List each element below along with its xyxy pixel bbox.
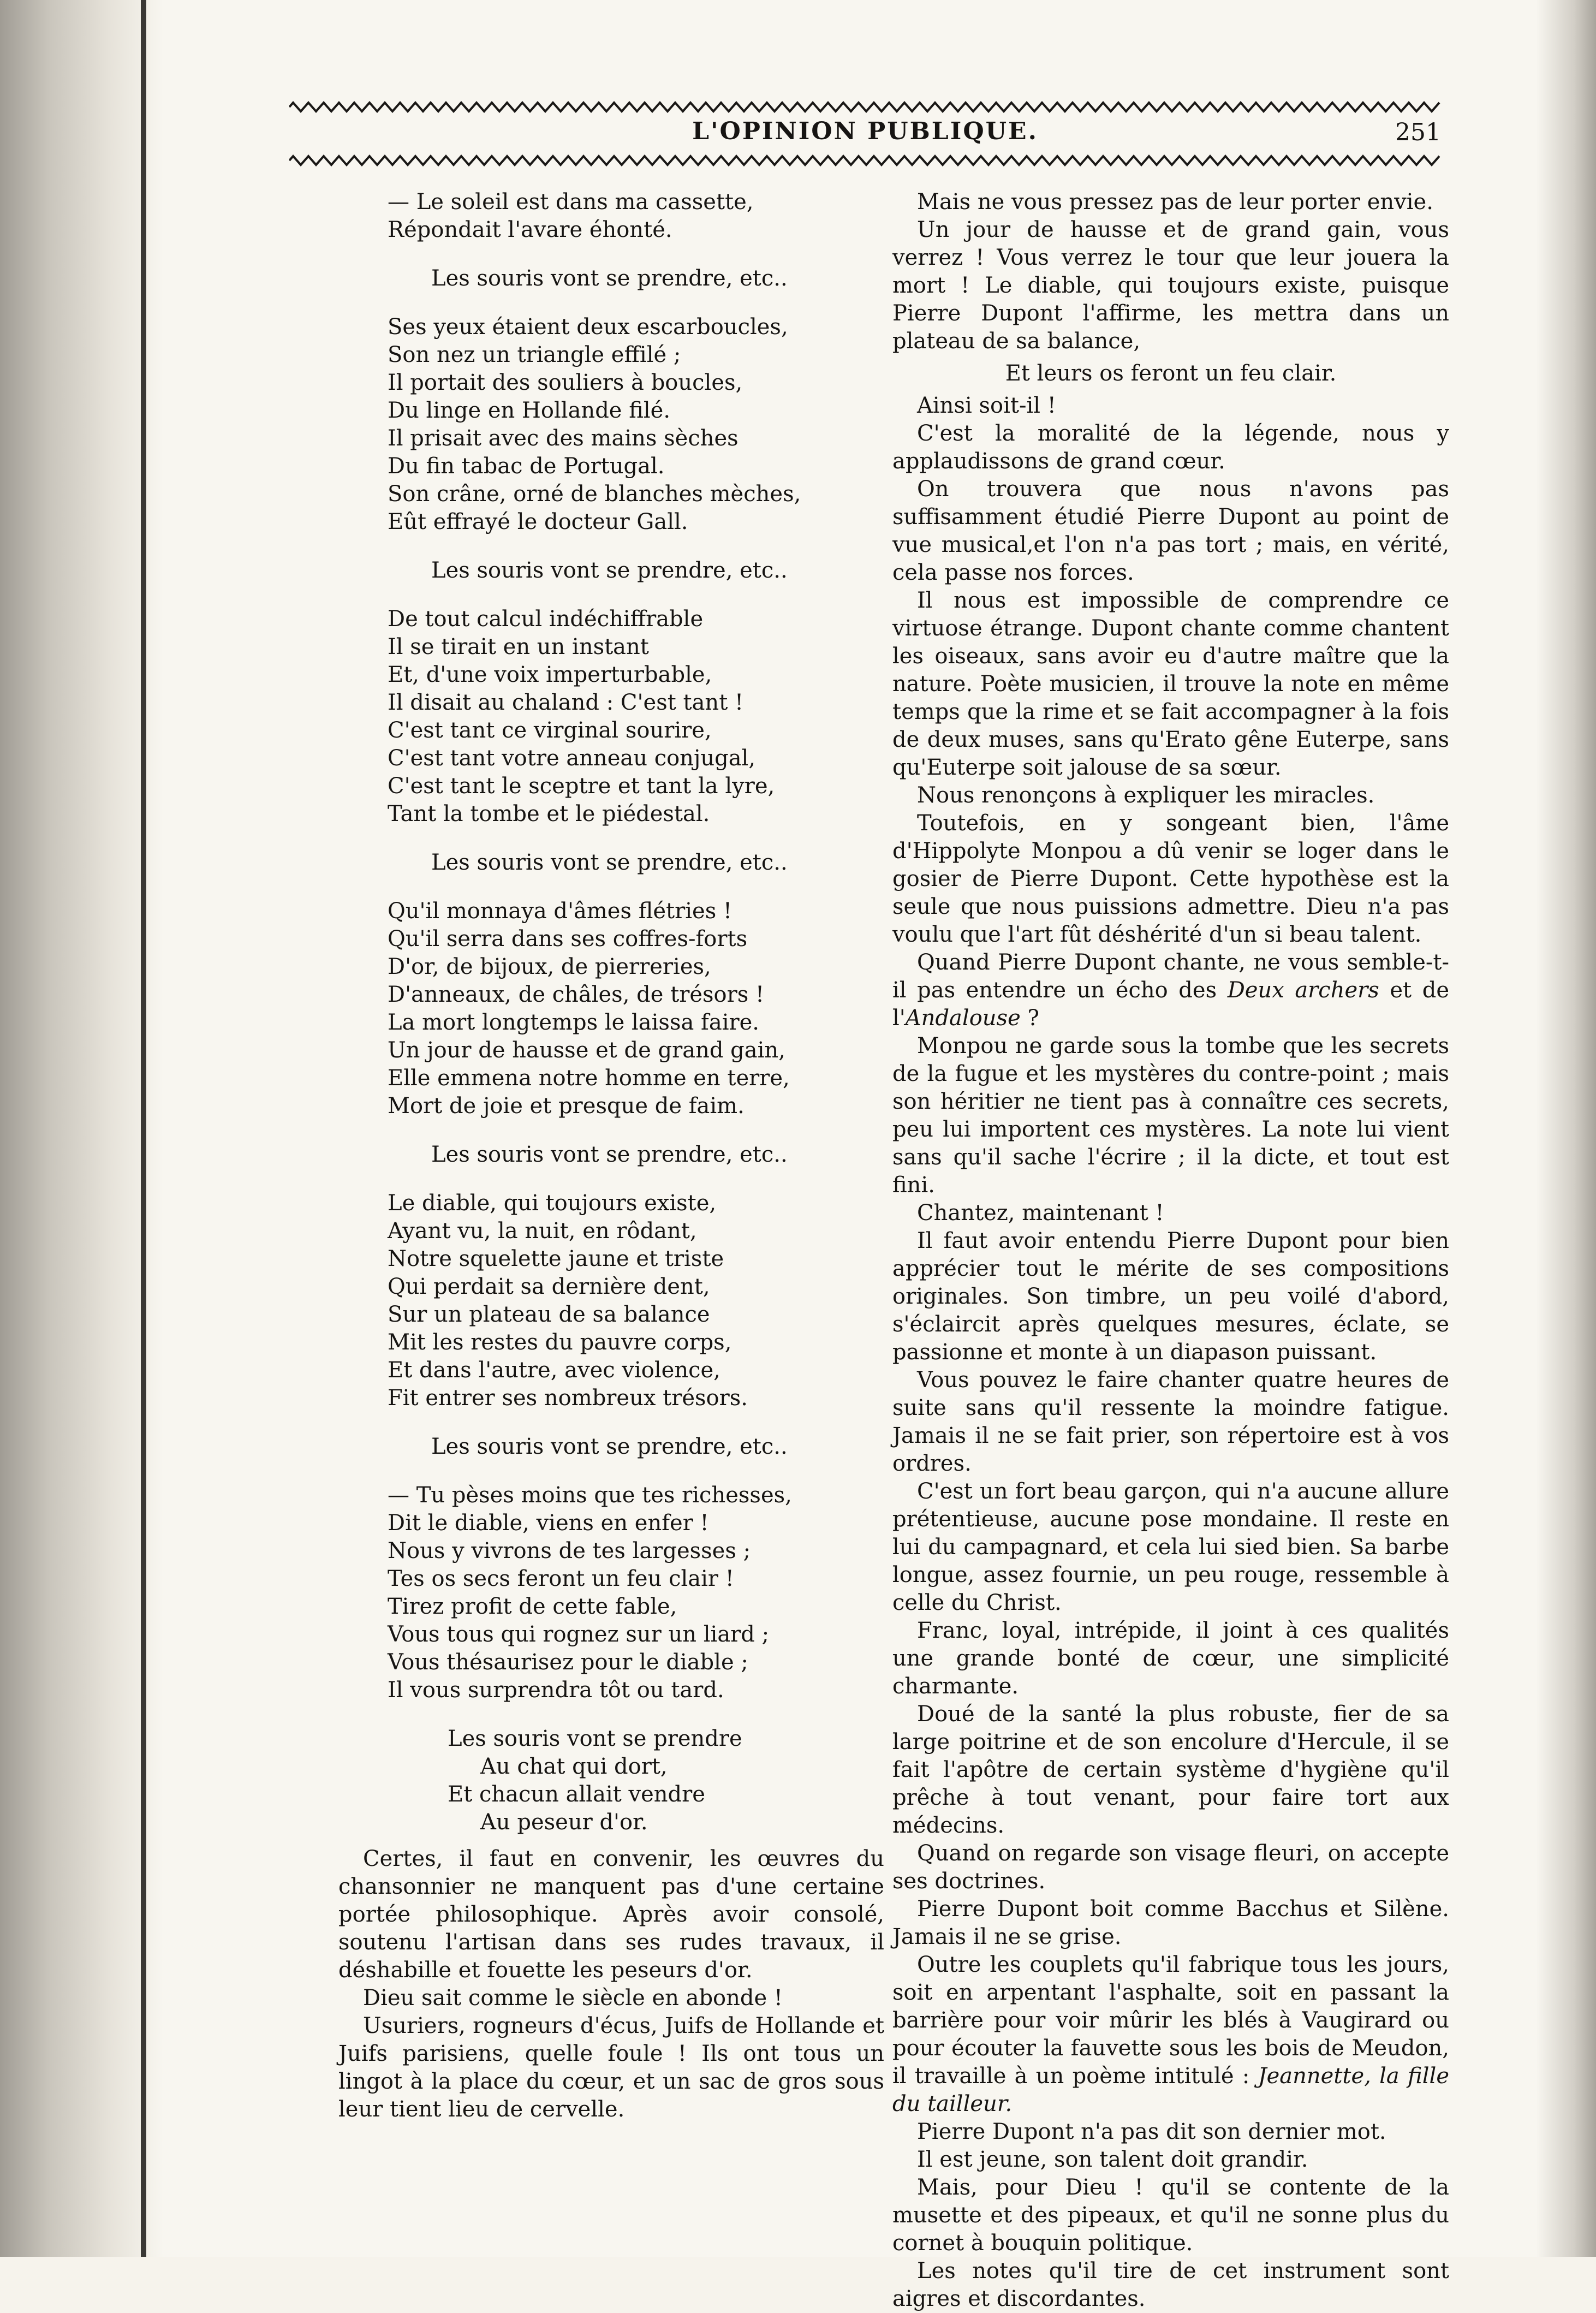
poem-line: Tant la tombe et le piédestal.	[388, 801, 710, 827]
paragraph	[892, 949, 1449, 1032]
paragraph: Il est jeune, son talent doit grandir.	[917, 2147, 1308, 2172]
paragraph: Ainsi soit-il !	[917, 393, 1056, 418]
poem-line: D'or, de bijoux, de pierreries,	[388, 954, 711, 979]
text-run: Quand Pierre Dupont chante, ne vous semble-t-il pas entendre un écho des	[892, 950, 1449, 1003]
poem-line: Tirez profit de cette fable,	[388, 1594, 677, 1619]
right-column	[892, 188, 1449, 2313]
paragraph: Pierre Dupont boit comme Bacchus et Silène. Jamais il ne se grise.	[892, 1896, 1449, 1949]
paragraph: Vous pouvez le faire chanter quatre heures de suite sans qu'il ressente la moindre fatigue. Jamais il ne se fait prier, son répertoire est à vos ordres.	[892, 1367, 1449, 1476]
paragraph: Mais, pour Dieu ! qu'il se contente de la musette et des pipeaux, et qu'il ne sonne plus du cornet à bouquin politique.	[892, 2175, 1449, 2256]
text-run: Outre les couplets qu'il fabrique tous les jours, soit en arpentant l'asphalte, soit en passant la barrière pour voir mûrir les blés à Vaugirard ou pour écouter la fauvette sous les bois de Meudon, il travaille à un poème intitulé :	[892, 1952, 1449, 2089]
poem-line: Nous y vivrons de tes largesses ;	[388, 1538, 751, 1563]
paragraph: Pierre Dupont n'a pas dit son dernier mot.	[917, 2119, 1386, 2144]
poem-stanza	[338, 605, 884, 828]
paragraph: Nous renonçons à expliquer les miracles.	[917, 783, 1375, 808]
paragraph: Un jour de hausse et de grand gain, vous verrez ! Vous verrez le tour que leur jouera la mort ! Le diable, qui toujours existe, puisque Pierre Dupont l'affirme, les mettra dans un plateau de sa balance,	[892, 217, 1449, 354]
poem-line: Qu'il monnaya d'âmes flétries !	[388, 899, 733, 924]
paragraph: Franc, loyal, intrépide, il joint à ces qualités une grande bonté de cœur, une simplicité charmante.	[892, 1618, 1449, 1699]
poem-line: D'anneaux, de châles, de trésors !	[388, 982, 765, 1007]
binding-edge	[141, 0, 146, 2257]
left-column	[338, 188, 884, 2124]
poem-stanza	[338, 1482, 884, 1704]
poem-stanza	[338, 188, 884, 244]
poem-line: De tout calcul indéchiffrable	[388, 607, 704, 632]
poem-line: Notre squelette jaune et triste	[388, 1246, 724, 1271]
poem-stanza	[338, 1190, 884, 1412]
poem-line: Qu'il serra dans ses coffres-forts	[388, 926, 748, 952]
poem-line: Il vous surprendra tôt ou tard.	[388, 1678, 724, 1703]
poem-line: Et dans l'autre, avec violence,	[388, 1358, 720, 1383]
poem-line: Tes os secs feront un feu clair !	[388, 1566, 734, 1591]
ornamental-rule-top	[289, 101, 1441, 113]
poem-line: Vous thésaurisez pour le diable ;	[388, 1650, 748, 1675]
poem-line: Il portait des souliers à boucles,	[388, 370, 743, 395]
quoted-verse: Et leurs os feront un feu clair.	[1005, 361, 1337, 386]
poem-line: Ses yeux étaient deux escarboucles,	[388, 314, 788, 340]
refrain: Les souris vont se prendre, etc..	[431, 850, 788, 875]
poem-line: — Le soleil est dans ma cassette,	[388, 189, 754, 215]
ornamental-rule-bottom	[289, 154, 1441, 167]
paragraph: Il nous est impossible de comprendre ce virtuose étrange. Dupont chante comme chantent les oiseaux, sans avoir eu d'autre maître que la nature. Poète musicien, il trouve la note en même temps que la rime et se fait accompagner à la fois de deux muses, sans qu'Erato gêne Euterpe, sans qu'Euterpe soit jalouse de sa sœur.	[892, 588, 1449, 780]
poem-line: Et, d'une voix imperturbable,	[388, 662, 712, 687]
paragraph: On trouvera que nous n'avons pas suffisamment étudié Pierre Dupont au point de vue musical,et l'on n'a pas tort ; mais, en vérité, cela passe nos forces.	[892, 477, 1449, 585]
running-title: L'OPINION PUBLIQUE.	[692, 117, 1038, 145]
paragraph: Mais ne vous pressez pas de leur porter envie.	[917, 189, 1433, 215]
paragraph: Il faut avoir entendu Pierre Dupont pour bien apprécier tout le mérite de ses compositions originales. Son timbre, un peu voilé d'abord, s'éclaircit après quelques mesures, éclate, se passionne et monte à un diapason puissant.	[892, 1228, 1449, 1365]
final-refrain	[338, 1725, 884, 1836]
paragraph: Toutefois, en y songeant bien, l'âme d'Hippolyte Monpou a dû venir se loger dans le gosier de Pierre Dupont. Cette hypothèse est la seule que nous puissions admettre. Dieu n'a pas voulu que l'art fût déshérité d'un si beau talent.	[892, 811, 1449, 947]
poem-line: Eût effrayé le docteur Gall.	[388, 509, 688, 534]
poem-line: Elle emmena notre homme en terre,	[388, 1066, 790, 1091]
poem-line: Du linge en Hollande filé.	[388, 398, 671, 423]
poem-line: Du fin tabac de Portugal.	[388, 454, 665, 479]
refrain: Les souris vont se prendre, etc..	[431, 558, 788, 583]
poem-line: Fit entrer ses nombreux trésors.	[388, 1386, 748, 1411]
paragraph: Dieu sait comme le siècle en abonde !	[363, 1985, 783, 2011]
refrain-line: Au peseur d'or.	[480, 1810, 648, 1835]
paragraph: Certes, il faut en convenir, les œuvres du chansonnier ne manquent pas d'une certaine portée philosophique. Après avoir consolé, soutenu l'artisan dans ses rudes travaux, il déshabille et fouette les peseurs d'or.	[338, 1846, 884, 1983]
poem-line: Un jour de hausse et de grand gain,	[388, 1038, 785, 1063]
paragraph: Chantez, maintenant !	[917, 1200, 1164, 1226]
poem-line: Qui perdait sa dernière dent,	[388, 1274, 710, 1299]
paragraph: Monpou ne garde sous la tombe que les secrets de la fugue et les mystères du contre-point ; mais son héritier ne tient pas à connaître ces secrets, peu lui importent ces mystères. La note lui vient sans qu'il sache l'écrire ; il la dicte, et tout est fini.	[892, 1033, 1449, 1198]
refrain-line: Au chat qui dort,	[480, 1754, 668, 1779]
paragraph: C'est un fort beau garçon, qui n'a aucune allure prétentieuse, aucune pose mondaine. Il reste en lui du campagnard, et cela lui sied bien. Sa barbe longue, assez fournie, un peu rouge, ressemble à celle du Christ.	[892, 1479, 1449, 1615]
text-run: ?	[1020, 1006, 1039, 1031]
poem-line: C'est tant votre anneau conjugal,	[388, 746, 756, 771]
poem-line: Il prisait avec des mains sèches	[388, 426, 739, 451]
poem-line: Le diable, qui toujours existe,	[388, 1191, 717, 1216]
poem-stanza	[338, 313, 884, 536]
poem-line: Dit le diable, viens en enfer !	[388, 1511, 709, 1536]
paragraph: Doué de la santé la plus robuste, fier de sa large poitrine et de son encolure d'Hercule, il se fait l'apôtre de certain système d'hygiène qu'il prêche à tout venant, pour faire tort aux médecins.	[892, 1702, 1449, 1838]
refrain-line: Et chacun allait vendre	[448, 1782, 705, 1807]
poem-line: La mort longtemps le laissa faire.	[388, 1010, 759, 1035]
poem-line: C'est tant ce virginal sourire,	[388, 718, 712, 743]
poem-line: Il se tirait en un instant	[388, 634, 649, 659]
poem-line: Mort de joie et presque de faim.	[388, 1093, 745, 1119]
poem-line: Répondait l'avare éhonté.	[388, 217, 672, 242]
refrain: Les souris vont se prendre, etc..	[431, 1434, 788, 1459]
poem-line: C'est tant le sceptre et tant la lyre,	[388, 774, 775, 799]
poem-line: Sur un plateau de sa balance	[388, 1302, 710, 1327]
poem-line: Ayant vu, la nuit, en rôdant,	[388, 1218, 697, 1244]
work-title: Andalouse	[905, 1006, 1021, 1031]
poem-line: Vous tous qui rognez sur un liard ;	[388, 1622, 770, 1647]
poem-stanza	[338, 897, 884, 1120]
poem-line: Mit les restes du pauvre corps,	[388, 1330, 732, 1355]
text-run: et de l'	[892, 978, 1449, 1031]
paragraph: Quand on regarde son visage fleuri, on accepte ses doctrines.	[892, 1841, 1449, 1894]
poem-line: — Tu pèses moins que tes richesses,	[388, 1483, 792, 1508]
paragraph: Les notes qu'il tire de cet instrument sont aigres et discordantes.	[892, 2258, 1449, 2311]
refrain: Les souris vont se prendre, etc..	[431, 266, 788, 291]
refrain: Les souris vont se prendre, etc..	[431, 1142, 788, 1167]
refrain-line: Les souris vont se prendre	[448, 1726, 742, 1751]
page-edge-shadow-right	[1536, 0, 1596, 2257]
work-title: Deux archers	[1227, 978, 1379, 1003]
poem-line: Son nez un triangle effilé ;	[388, 342, 681, 367]
work-title: Jeannette, la fille du tailleur.	[892, 2064, 1449, 2116]
poem-line: Son crâne, orné de blanches mèches,	[388, 481, 801, 507]
paragraph: C'est la moralité de la légende, nous y applaudissons de grand cœur.	[892, 421, 1449, 474]
poem-line: Il disait au chaland : C'est tant !	[388, 690, 744, 715]
paragraph	[892, 1951, 1449, 2118]
binding-shadow-left	[0, 0, 164, 2257]
page-header	[289, 101, 1441, 167]
paragraph: Usuriers, rogneurs d'écus, Juifs de Hollande et Juifs parisiens, quelle foule ! Ils ont tous un lingot à la place du cœur, et un sac de gros sous leur tient lieu de cervelle.	[338, 2013, 884, 2122]
page-number: 251	[1395, 118, 1441, 146]
